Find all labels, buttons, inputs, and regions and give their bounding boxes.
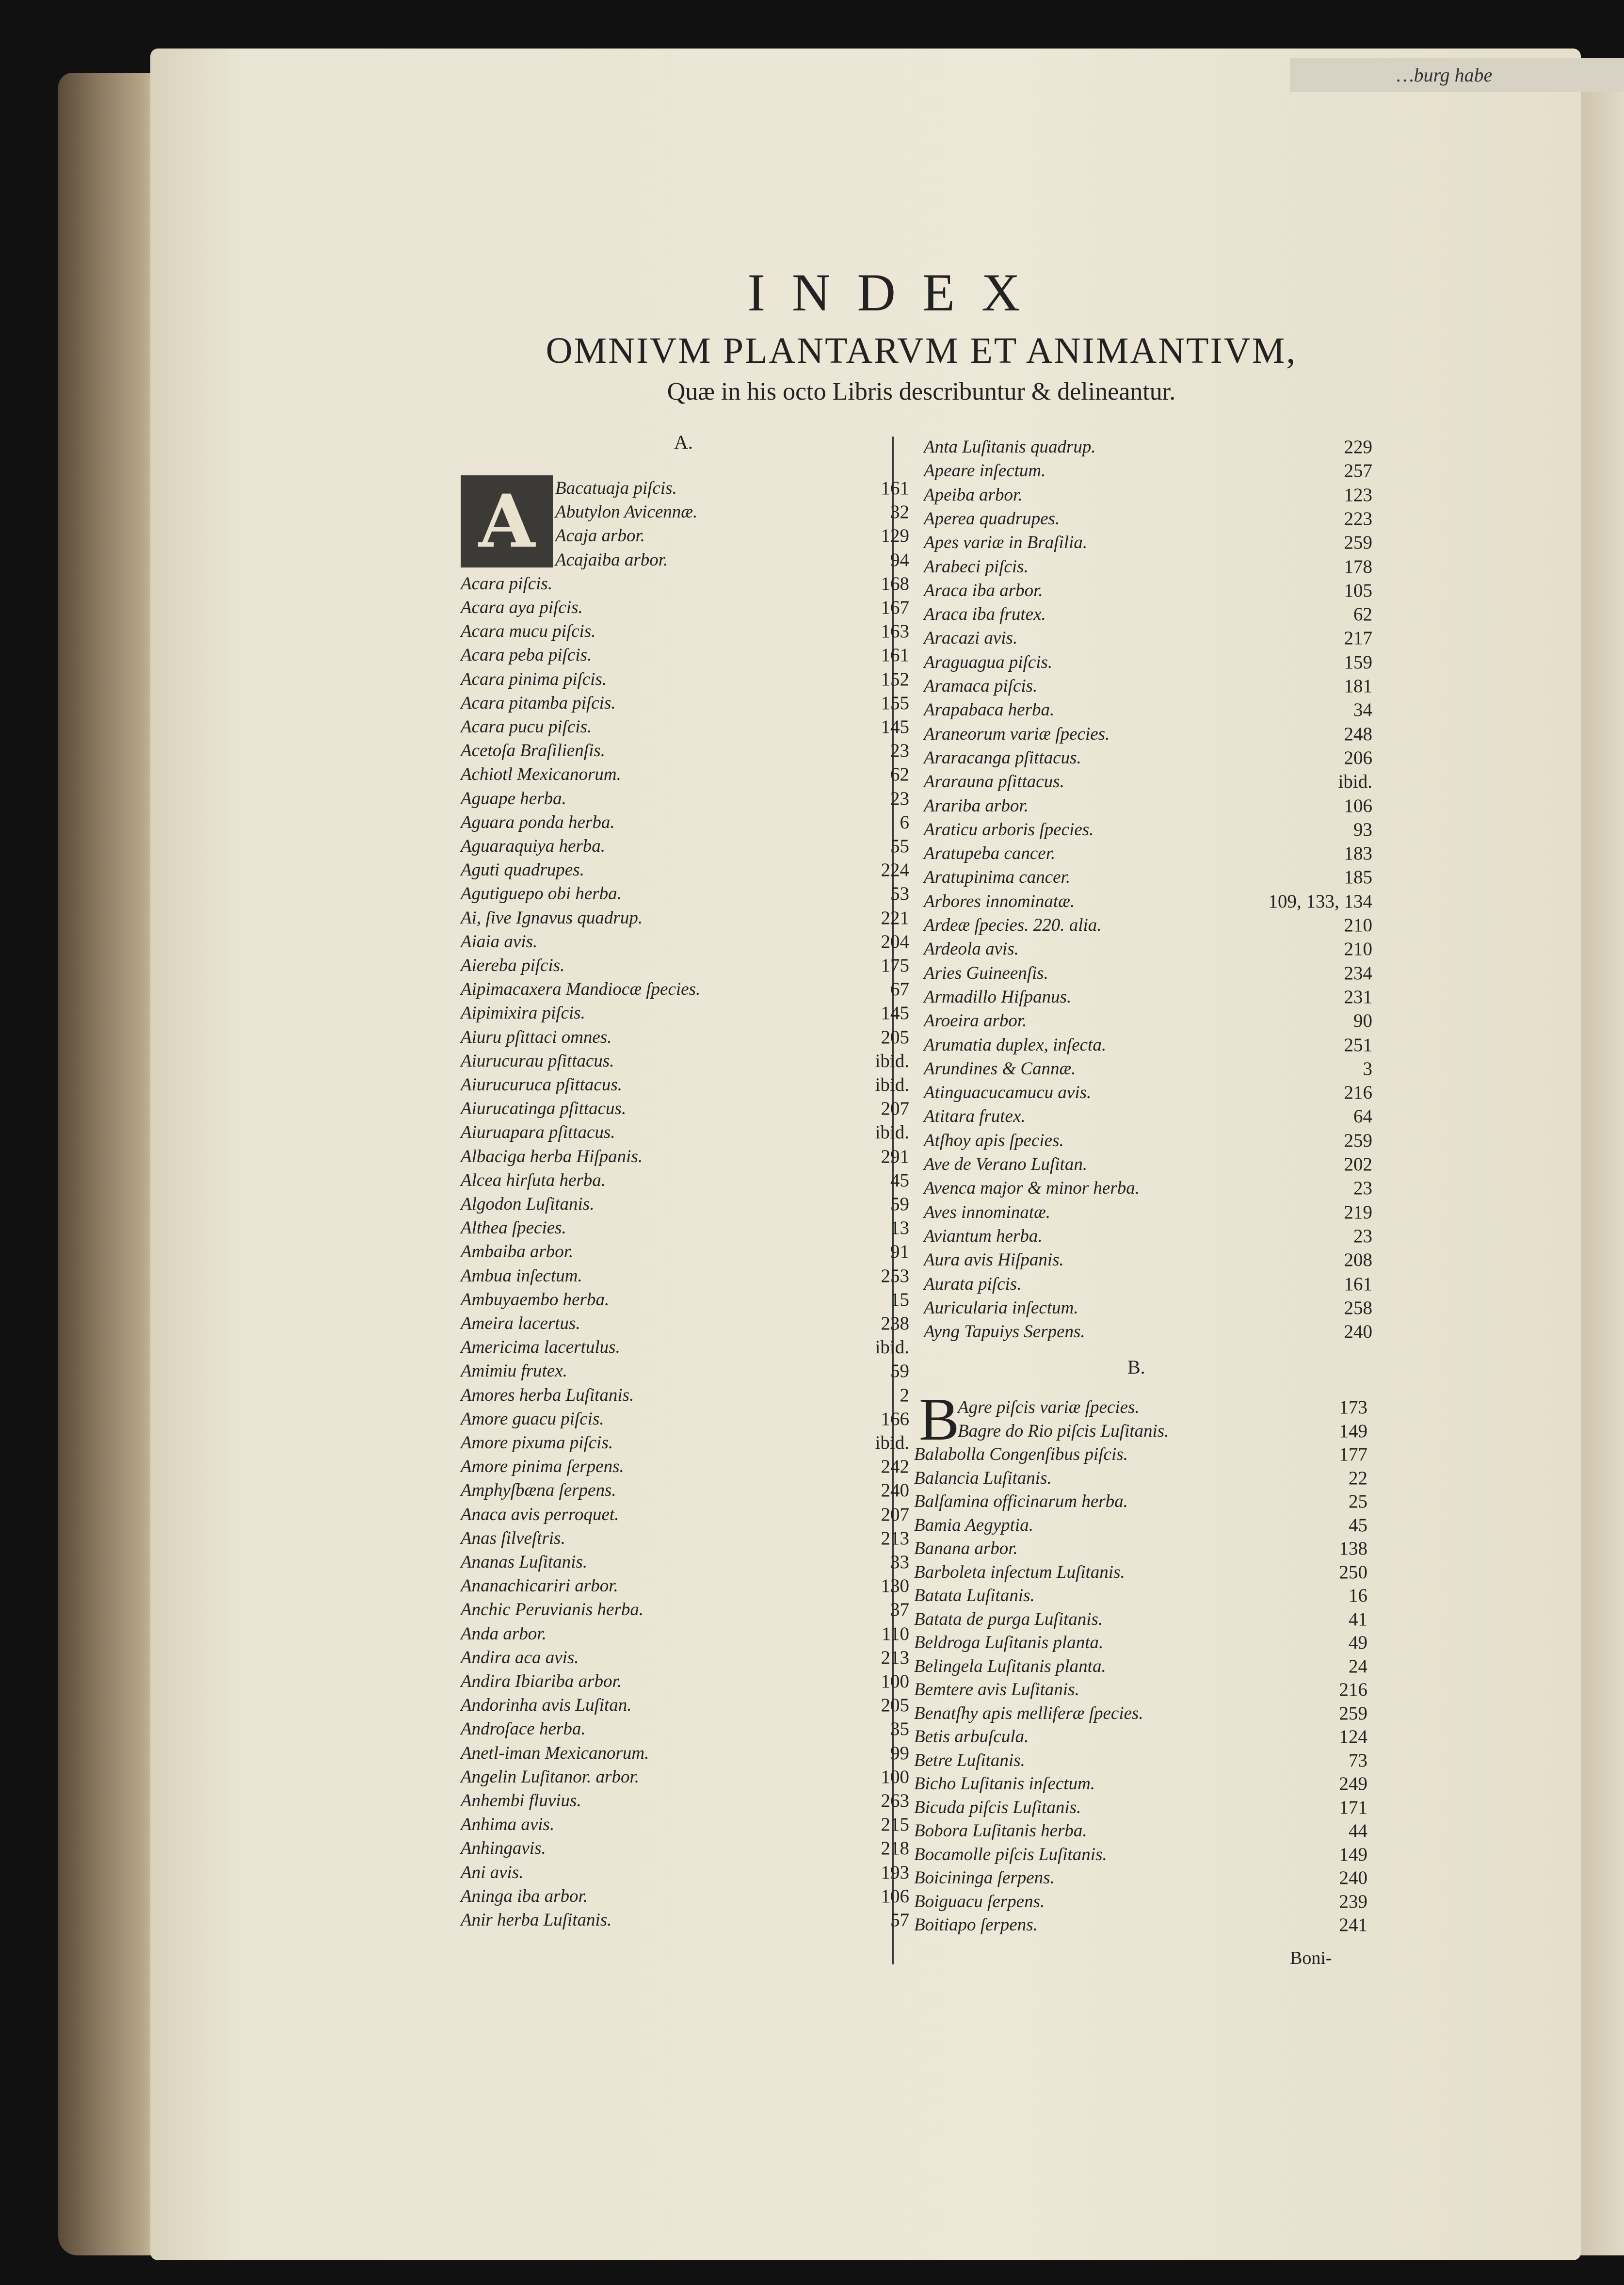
index-entry-name: Boitiapo ſerpens. [914, 1915, 1038, 1935]
index-entry-page: 163 [881, 621, 909, 642]
index-entry-name: Acara peba piſcis. [461, 645, 592, 665]
index-entry-name: Aguti quadrupes. [461, 860, 584, 880]
index-entry-page: 109, 133, 134 [1268, 891, 1372, 912]
index-entry-name: Acara pucu piſcis. [461, 717, 592, 737]
page-title: INDEX [747, 263, 1047, 322]
index-entry-name: Agutiguepo obi herba. [461, 884, 622, 904]
index-entry-page: 13 [890, 1217, 909, 1239]
index-entry-name: Ani avis. [461, 1862, 524, 1882]
index-entry-name: Atſhoy apis ſpecies. [924, 1130, 1064, 1151]
index-entry-page: 59 [890, 1194, 909, 1215]
index-entry-name: Acara pinima piſcis. [461, 669, 607, 689]
index-entry-page: 224 [881, 859, 909, 881]
index-entry-name: Anhima avis. [461, 1815, 555, 1835]
index-entry-name: Arariba arbor. [924, 795, 1029, 816]
index-entry-page: 41 [1349, 1608, 1367, 1630]
index-entry-page: 167 [881, 597, 909, 618]
index-entry-page: 205 [881, 1026, 909, 1048]
drop-cap-a: A [461, 475, 553, 567]
index-entry-page: 2 [900, 1384, 909, 1406]
index-entry-name: Bemtere avis Luſitanis. [914, 1680, 1079, 1700]
index-entry-name: Anetl-iman Mexicanorum. [461, 1743, 649, 1763]
index-entry-page: 73 [1349, 1750, 1367, 1771]
drop-cap-b: B [919, 1386, 960, 1453]
index-entry-page: ibid. [1338, 771, 1372, 793]
index-entry-page: 240 [1344, 1321, 1372, 1343]
index-entry-page: 259 [1339, 1702, 1367, 1724]
index-entry-page: 263 [881, 1790, 909, 1811]
index-entry-name: Arundines & Cannæ. [924, 1058, 1076, 1079]
index-entry-name: Aperea quadrupes. [924, 508, 1060, 529]
index-entry-name: Amphyſbæna ſerpens. [461, 1480, 616, 1501]
index-entry-name: Anchic Peruvianis herba. [461, 1600, 644, 1620]
index-entry-page: 205 [881, 1695, 909, 1716]
index-entry-page: ibid. [875, 1337, 909, 1358]
index-entry-name: Anir herba Luſitanis. [461, 1910, 612, 1930]
index-entry-page: 100 [881, 1766, 909, 1787]
index-entry-name: Acara aya piſcis. [461, 598, 583, 617]
index-entry-page: 259 [1344, 1130, 1372, 1151]
index-entry-name: Batata de purga Luſitanis. [914, 1609, 1103, 1629]
index-entry-name: Beldroga Luſitanis planta. [914, 1633, 1104, 1653]
index-entry-page: 171 [1339, 1797, 1367, 1818]
index-entry-name: Ananas Luſitanis. [461, 1552, 588, 1572]
index-entry-name: Apeare inſectum. [924, 461, 1046, 481]
index-entry-page: 161 [1344, 1273, 1372, 1295]
index-entry-name: Bocamolle piſcis Luſitanis. [914, 1844, 1107, 1864]
index-entry-page: 67 [890, 979, 909, 1000]
index-entry-page: 129 [881, 525, 909, 547]
library-label: …burg habe [1290, 58, 1624, 92]
index-entry-name: Aiurucuruca pſittacus. [461, 1075, 622, 1095]
index-entry-page: 130 [881, 1575, 909, 1597]
index-entry-name: Belingela Luſitanis planta. [914, 1656, 1106, 1676]
index-entry-page: 55 [890, 836, 909, 857]
index-entry-page: 208 [1344, 1249, 1372, 1271]
index-entry-name: Amimiu frutex. [461, 1361, 567, 1381]
index-entry-page: 242 [881, 1456, 909, 1477]
index-entry-page: 25 [1349, 1491, 1367, 1512]
index-entry-page: 207 [881, 1504, 909, 1525]
index-entry-page: 49 [1349, 1632, 1367, 1653]
index-entry-name: Betis arbuſcula. [914, 1727, 1029, 1747]
index-entry-page: 207 [881, 1098, 909, 1119]
index-entry-name: Auricularia inſectum. [924, 1297, 1078, 1318]
index-entry-page: 202 [1344, 1154, 1372, 1175]
index-entry-name: Acaja arbor. [555, 526, 645, 546]
index-entry-page: 181 [1344, 676, 1372, 697]
index-entry-name: Aguaraquiya herba. [461, 836, 606, 856]
index-entry-page: 35 [890, 1718, 909, 1740]
index-entry-page: 45 [1349, 1514, 1367, 1536]
index-entry-page: 166 [881, 1408, 909, 1429]
index-entry-page: 161 [881, 645, 909, 666]
index-entry-name: Araca iba frutex. [924, 604, 1046, 625]
index-entry-page: 221 [881, 907, 909, 928]
index-entry-page: 234 [1344, 962, 1372, 984]
index-entry-name: Bicuda piſcis Luſitanis. [914, 1797, 1081, 1817]
index-entry-name: Aguara ponda herba. [461, 812, 615, 832]
index-entry-page: ibid. [875, 1432, 909, 1453]
index-entry-page: 106 [1344, 795, 1372, 816]
index-entry-name: Anda arbor. [461, 1623, 547, 1644]
index-entry-name: Acara pitamba piſcis. [461, 693, 616, 713]
index-entry-name: Aguape herba. [461, 788, 566, 809]
index-entry-page: 106 [881, 1885, 909, 1907]
index-entry-page: 145 [881, 1003, 909, 1024]
index-entry-name: Apes variæ in Braſilia. [924, 533, 1088, 553]
index-entry-name: Aninga iba arbor. [461, 1886, 588, 1906]
index-entry-page: 175 [881, 955, 909, 976]
page-subtitle: OMNIVM PLANTARVM ET ANIMANTIVM, [546, 330, 1297, 371]
book-fore-edge [58, 73, 162, 2255]
index-entry-name: Americima lacertulus. [461, 1337, 620, 1358]
index-entry-page: 15 [890, 1289, 909, 1310]
index-entry-name: Ardeæ ſpecies. 220. alia. [924, 915, 1102, 935]
index-entry-name: Andira Ibiariba arbor. [461, 1671, 622, 1691]
index-entry-page: 259 [1344, 532, 1372, 553]
index-entry-page: 16 [1349, 1585, 1367, 1606]
index-entry-page: 3 [1363, 1058, 1372, 1079]
index-entry-name: Aratupeba cancer. [924, 843, 1056, 864]
index-entry-name: Amores herba Luſitanis. [461, 1385, 634, 1405]
index-entry-page: 159 [1344, 651, 1372, 673]
index-entry-page: 239 [1339, 1891, 1367, 1912]
page-tagline: Quæ in his octo Libris describuntur & delineantur. [667, 378, 1176, 405]
index-entry-page: 258 [1344, 1297, 1372, 1318]
index-entry-page: 93 [1353, 819, 1372, 840]
index-entry-name: Ameira lacertus. [461, 1313, 580, 1333]
index-entry-name: Boicininga ſerpens. [914, 1868, 1055, 1888]
index-entry-name: Acetoſa Braſilienſis. [461, 741, 606, 761]
index-entry-page: 105 [1344, 580, 1372, 601]
index-entry-page: 149 [1339, 1420, 1367, 1442]
index-entry-page: 215 [881, 1814, 909, 1835]
index-entry-page: 173 [1339, 1397, 1367, 1418]
index-entry-name: Aiuru pſittaci omnes. [461, 1027, 612, 1047]
index-entry-page: 210 [1344, 915, 1372, 936]
index-entry-page: 218 [881, 1838, 909, 1859]
index-entry-name: Batata Luſitanis. [914, 1586, 1035, 1605]
index-entry-page: 229 [1344, 437, 1372, 457]
section-heading-a: A. [674, 431, 693, 453]
index-entry-name: Ayng Tapuiys Serpens. [924, 1322, 1085, 1342]
index-entry-name: Amore pinima ſerpens. [461, 1457, 624, 1477]
index-entry-page: 231 [1344, 986, 1372, 1007]
index-entry-page: 6 [900, 811, 909, 833]
index-entry-page: 216 [1339, 1679, 1367, 1700]
index-entry-page: 251 [1344, 1034, 1372, 1055]
index-entry-name: Betre Luſitanis. [914, 1750, 1025, 1770]
index-entry-name: Bobora Luſitanis herba. [914, 1821, 1087, 1841]
index-entry-page: 249 [1339, 1773, 1367, 1794]
index-entry-name: Algodon Luſitanis. [461, 1194, 595, 1214]
index-entry-name: Aviantum herba. [924, 1226, 1043, 1246]
index-entry-name: Aiurucatinga pſittacus. [461, 1099, 627, 1119]
index-entry-name: Aipimacaxera Mandiocæ ſpecies. [461, 979, 701, 1000]
index-entry-name: Anaca avis perroquet. [461, 1504, 619, 1524]
index-entry-name: Aratupinima cancer. [924, 867, 1071, 888]
index-entry-name: Ambuyaembo herba. [461, 1289, 610, 1310]
index-entry-name: Acajaiba arbor. [555, 550, 668, 570]
index-entry-page: 23 [890, 740, 909, 762]
index-entry-page: 44 [1349, 1820, 1367, 1841]
index-entry-name: Armadillo Hiſpanus. [924, 987, 1072, 1007]
index-entry-name: Balſamina officinarum herba. [914, 1491, 1128, 1511]
index-entry-page: 23 [1353, 1178, 1372, 1199]
index-entry-name: Barboleta inſectum Luſitanis. [914, 1562, 1125, 1582]
index-entry-page: 124 [1339, 1726, 1367, 1747]
index-entry-name: Agre piſcis variæ ſpecies. [958, 1397, 1140, 1417]
index-entry-name: Bicho Luſitanis inſectum. [914, 1774, 1095, 1794]
index-entry-name: Aramaca piſcis. [924, 676, 1038, 696]
index-entry-name: Anta Luſitanis quadrup. [924, 437, 1096, 457]
index-entry-page: 37 [890, 1599, 909, 1621]
index-entry-name: Andira aca avis. [461, 1647, 579, 1668]
index-entry-page: 123 [1344, 484, 1372, 505]
index-entry-page: 23 [890, 788, 909, 809]
index-entry-name: Balabolla Congenſibus piſcis. [914, 1444, 1128, 1464]
index-entry-page: 152 [881, 668, 909, 690]
index-entry-name: Bagre do Rio piſcis Luſitanis. [958, 1421, 1169, 1441]
index-entry-name: Bacatuaja piſcis. [555, 478, 677, 498]
index-entry-name: Aiaia avis. [461, 931, 538, 952]
index-entry-name: Aura avis Hiſpanis. [924, 1250, 1064, 1270]
index-entry-name: Aroeira arbor. [924, 1011, 1027, 1031]
index-entry-name: Aries Guineenſis. [924, 963, 1048, 983]
index-entry-page: 168 [881, 573, 909, 594]
index-entry-page: 238 [881, 1313, 909, 1334]
index-entry-page: 99 [890, 1742, 909, 1764]
index-entry-name: Achiotl Mexicanorum. [461, 764, 621, 785]
index-entry-page: 32 [890, 502, 909, 523]
index-entry-page: 213 [881, 1527, 909, 1549]
index-entry-name: Avenca major & minor herba. [924, 1178, 1140, 1199]
index-entry-page: 223 [1344, 508, 1372, 529]
index-entry-page: 57 [890, 1910, 909, 1930]
index-entry-name: Aurata piſcis. [924, 1274, 1022, 1294]
index-entry-name: Angelin Luſitanor. arbor. [461, 1766, 639, 1787]
index-entry-page: 183 [1344, 843, 1372, 864]
index-entry-page: 59 [890, 1361, 909, 1382]
index-entry-page: 291 [881, 1146, 909, 1167]
index-entry-page: 62 [1353, 604, 1372, 625]
index-entry-name: Ardeola avis. [924, 939, 1019, 959]
index-entry-name: Araneorum variæ ſpecies. [924, 724, 1110, 744]
index-entry-name: Aipimixira piſcis. [461, 1003, 585, 1023]
index-entry-name: Boiguacu ſerpens. [914, 1891, 1045, 1912]
index-entry-page: 64 [1353, 1106, 1372, 1127]
index-entry-name: Benatſhy apis melliferæ ſpecies. [914, 1703, 1143, 1723]
index-entry-page: 213 [881, 1647, 909, 1668]
section-heading-b: B. [1127, 1356, 1145, 1378]
index-entry-page: 185 [1344, 867, 1372, 888]
index-entry-page: 219 [1344, 1201, 1372, 1223]
index-entry-page: 206 [1344, 747, 1372, 768]
index-entry-name: Arabeci piſcis. [924, 556, 1029, 577]
index-entry-name: Araticu arboris ſpecies. [924, 819, 1094, 840]
index-entry-name: Araguagua piſcis. [924, 652, 1053, 672]
index-entry-name: Anhingavis. [461, 1838, 546, 1859]
index-entry-page: 257 [1344, 460, 1372, 482]
index-entry-page: 138 [1339, 1538, 1367, 1559]
index-entry-name: Araca iba arbor. [924, 580, 1043, 600]
index-entry-name: Amore guacu piſcis. [461, 1409, 604, 1429]
index-entry-name: Aiuruapara pſittacus. [461, 1122, 615, 1143]
index-entry-page: 248 [1344, 723, 1372, 745]
index-entry-page: 23 [1353, 1225, 1372, 1247]
index-entry-page: 216 [1344, 1082, 1372, 1103]
index-entry-page: 94 [890, 549, 909, 570]
index-entry-page: 250 [1339, 1561, 1367, 1583]
index-entry-name: Abutylon Avicennæ. [555, 502, 698, 522]
index-entry-page: 100 [881, 1671, 909, 1692]
index-entry-name: Androſace herba. [461, 1719, 586, 1739]
index-entry-name: Acara mucu piſcis. [461, 621, 596, 642]
index-entry-page: ibid. [875, 1122, 909, 1143]
index-entry-page: 91 [890, 1241, 909, 1263]
index-entry-page: 241 [1339, 1914, 1367, 1935]
index-entry-page: 155 [881, 692, 909, 713]
index-entry-name: Althea ſpecies. [461, 1218, 566, 1238]
index-entry-page: 217 [1344, 628, 1372, 649]
index-entry-page: 145 [881, 716, 909, 737]
index-entry-name: Bamia Aegyptia. [914, 1515, 1033, 1535]
index-entry-page: ibid. [875, 1074, 909, 1095]
index-entry-name: Atinguacucamucu avis. [924, 1083, 1092, 1103]
index-entry-page: 22 [1349, 1467, 1367, 1489]
index-entry-name: Ave de Verano Luſitan. [924, 1154, 1088, 1174]
index-entry-page: 210 [1344, 939, 1372, 960]
index-entry-name: Amore pixuma piſcis. [461, 1433, 613, 1453]
index-entry-name: Aracazi avis. [924, 628, 1018, 648]
index-entry-name: Ambaiba arbor. [461, 1242, 574, 1262]
index-entry-page: 240 [1339, 1867, 1367, 1888]
index-entry-page: ibid. [875, 1050, 909, 1071]
index-entry-name: Banana arbor. [914, 1539, 1018, 1558]
index-entry-page: 24 [1349, 1655, 1367, 1677]
catchword: Boni- [1290, 1948, 1332, 1968]
index-entry-name: Ararauna pſittacus. [924, 772, 1064, 792]
index-entry-name: Aiurucurau pſittacus. [461, 1051, 614, 1071]
index-entry-page: 110 [881, 1623, 909, 1644]
index-entry-page: 45 [890, 1169, 909, 1191]
index-entry-name: Andorinha avis Luſitan. [461, 1695, 632, 1716]
index-entry-page: 149 [1339, 1844, 1367, 1865]
index-entry-name: Balancia Luſitanis. [914, 1468, 1052, 1488]
index-entry-name: Arapabaca herba. [924, 700, 1055, 720]
index-entry-name: Anhembi fluvius. [461, 1791, 581, 1811]
index-entry-name: Araracanga pſittacus. [924, 747, 1081, 768]
index-entry-page: 161 [881, 478, 909, 499]
index-entry-page: 90 [1353, 1010, 1372, 1032]
index-entry-page: 178 [1344, 556, 1372, 577]
index-entry-name: Ambua inſectum. [461, 1265, 582, 1286]
index-entry-name: Atitara frutex. [924, 1106, 1026, 1127]
index-entry-name: Ananachicariri arbor. [461, 1576, 618, 1596]
index-entry-name: Aves innominatæ. [924, 1202, 1051, 1222]
index-entry-name: Anas ſilveſtris. [461, 1528, 565, 1548]
index-entry-page: 253 [881, 1265, 909, 1286]
index-entry-name: Aiereba piſcis. [461, 956, 565, 975]
index-entry-page: 177 [1339, 1444, 1367, 1465]
index-entry-name: Arbores innominatæ. [924, 891, 1075, 911]
index-entry-name: Arumatia duplex, inſecta. [924, 1035, 1107, 1055]
index-entry-name: Acara piſcis. [461, 573, 553, 594]
index-entry-page: 33 [890, 1552, 909, 1572]
index-entry-page: 204 [881, 931, 909, 952]
index-entry-page: 34 [1353, 699, 1372, 721]
index-entry-page: 193 [881, 1862, 909, 1883]
index-entry-name: Apeiba arbor. [924, 485, 1023, 505]
index-entry-name: Albaciga herba Hiſpanis. [461, 1146, 643, 1167]
index-entry-name: Ai, ſive Ignavus quadrup. [461, 908, 643, 928]
index-entry-page: 53 [890, 883, 909, 905]
index-entry-page: 62 [890, 764, 909, 785]
index-entry-page: 240 [881, 1480, 909, 1501]
index-entry-name: Alcea hirſuta herba. [461, 1170, 606, 1190]
